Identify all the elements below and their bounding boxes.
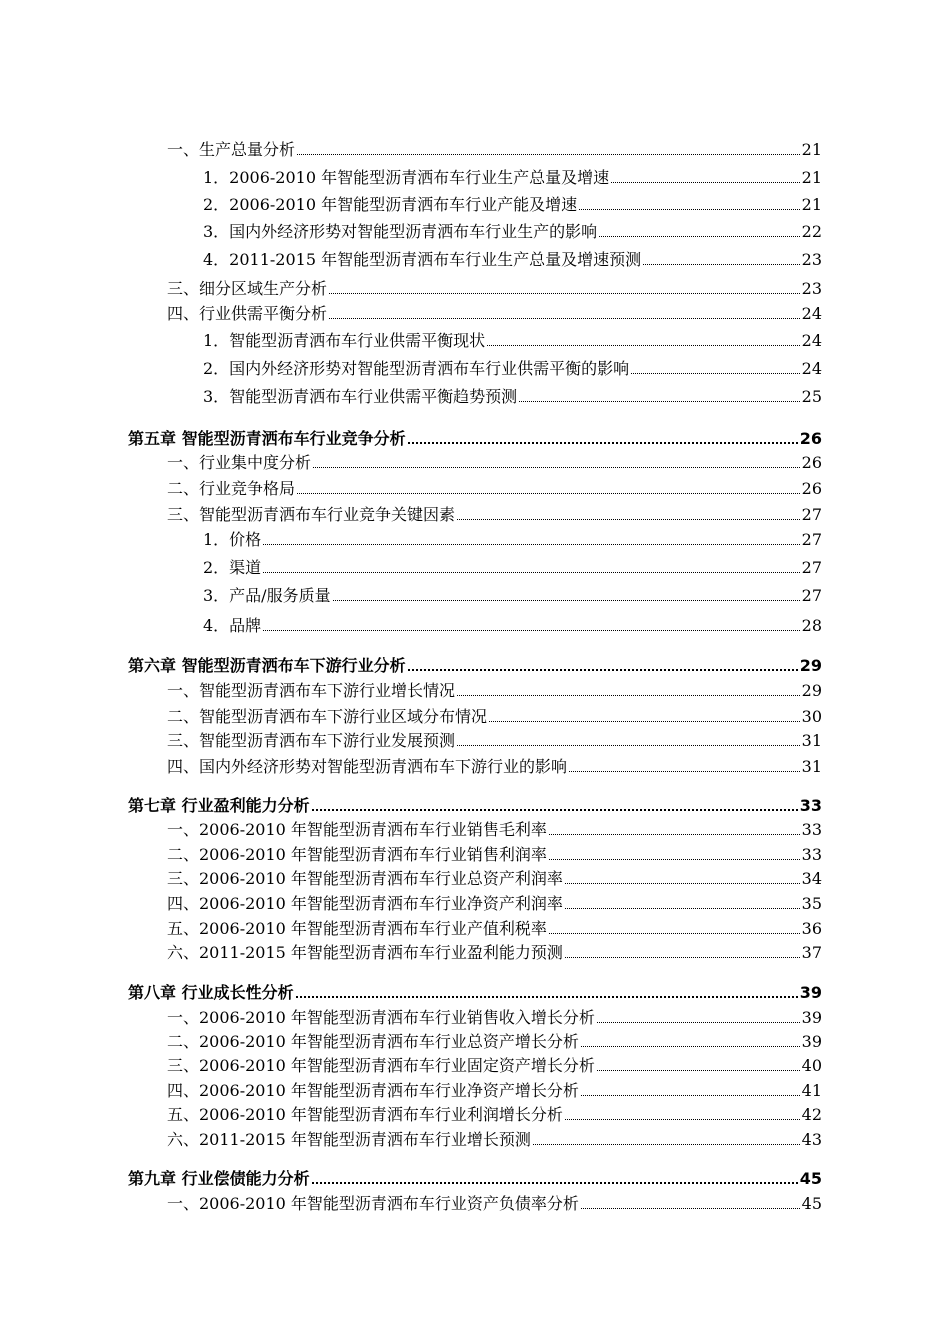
dot-leader xyxy=(312,1181,798,1184)
dot-leader xyxy=(263,571,799,573)
toc-entry-page-number: 27 xyxy=(801,530,822,549)
toc-entry-title: 六、2011-2015 年智能型沥青洒布车行业增长预测 xyxy=(167,1130,531,1149)
dot-leader xyxy=(579,208,800,210)
toc-chapter-entry[interactable] xyxy=(128,1167,822,1189)
toc-entry-page-number: 23 xyxy=(801,279,822,298)
toc-entry[interactable] xyxy=(167,705,822,727)
toc-entry[interactable] xyxy=(167,729,822,751)
toc-entry-page-number: 31 xyxy=(801,731,822,750)
toc-entry-page-number: 42 xyxy=(801,1105,822,1124)
dot-leader xyxy=(457,744,800,746)
toc-entry-title: 2．2006-2010 年智能型沥青洒布车行业产能及增速 xyxy=(203,195,578,214)
toc-entry[interactable] xyxy=(167,892,822,914)
toc-entry-title: 4．品牌 xyxy=(203,616,262,635)
toc-entry[interactable] xyxy=(167,1103,822,1125)
toc-entry[interactable] xyxy=(167,1079,822,1101)
dot-leader xyxy=(643,263,800,265)
toc-entry-title: 二、2006-2010 年智能型沥青洒布车行业销售利润率 xyxy=(167,845,547,864)
toc-entry-title: 四、行业供需平衡分析 xyxy=(167,304,328,323)
dot-leader xyxy=(549,858,800,860)
toc-entry-title: 三、2006-2010 年智能型沥青洒布车行业固定资产增长分析 xyxy=(167,1056,595,1075)
dot-leader xyxy=(312,808,798,811)
toc-entry-title: 一、2006-2010 年智能型沥青洒布车行业销售收入增长分析 xyxy=(167,1008,595,1027)
toc-entry-page-number: 30 xyxy=(801,707,822,726)
toc-entry[interactable] xyxy=(167,917,822,939)
toc-entry[interactable] xyxy=(203,248,822,270)
toc-entry[interactable] xyxy=(167,941,822,963)
toc-entry-page-number: 26 xyxy=(801,479,822,498)
toc-entry-page-number: 41 xyxy=(801,1081,822,1100)
toc-entry-title: 三、2006-2010 年智能型沥青洒布车行业总资产利润率 xyxy=(167,869,563,888)
toc-entry-page-number: 21 xyxy=(801,195,822,214)
toc-entry[interactable] xyxy=(167,1030,822,1052)
toc-entry-title: 四、2006-2010 年智能型沥青洒布车行业净资产增长分析 xyxy=(167,1081,579,1100)
dot-leader xyxy=(597,1069,800,1071)
toc-entry-page-number: 27 xyxy=(801,505,822,524)
dot-leader xyxy=(329,292,800,294)
dot-leader xyxy=(565,956,800,958)
toc-entry-title: 二、2006-2010 年智能型沥青洒布车行业总资产增长分析 xyxy=(167,1032,579,1051)
dot-leader xyxy=(313,466,800,468)
toc-entry-title: 三、细分区域生产分析 xyxy=(167,279,328,298)
toc-entry[interactable] xyxy=(203,329,822,351)
toc-entry-title: 四、2006-2010 年智能型沥青洒布车行业净资产利润率 xyxy=(167,894,563,913)
toc-entry[interactable] xyxy=(167,755,822,777)
toc-entry-title: 1．2006-2010 年智能型沥青洒布车行业生产总量及增速 xyxy=(203,168,610,187)
dot-leader xyxy=(597,1021,800,1023)
toc-entry[interactable] xyxy=(203,614,822,636)
dot-leader xyxy=(581,1094,800,1096)
toc-chapter-entry[interactable] xyxy=(128,981,822,1003)
toc-entry[interactable] xyxy=(167,1054,822,1076)
toc-entry[interactable] xyxy=(167,138,822,160)
dot-leader xyxy=(489,720,800,722)
toc-entry-page-number: 37 xyxy=(801,943,822,962)
dot-leader xyxy=(565,907,800,909)
dot-leader xyxy=(581,1045,800,1047)
toc-entry-page-number: 40 xyxy=(801,1056,822,1075)
toc-entry-page-number: 26 xyxy=(801,453,822,472)
toc-entry-title: 三、智能型沥青洒布车下游行业发展预测 xyxy=(167,731,456,750)
toc-entry-title: 第五章 智能型沥青洒布车行业竞争分析 xyxy=(128,429,406,448)
toc-entry-title: 第六章 智能型沥青洒布车下游行业分析 xyxy=(128,656,406,675)
dot-leader xyxy=(333,599,800,601)
dot-leader xyxy=(599,235,799,237)
toc-entry-title: 第八章 行业成长性分析 xyxy=(128,983,294,1002)
toc-chapter-entry[interactable] xyxy=(128,427,822,449)
toc-entry-page-number: 29 xyxy=(801,681,822,700)
toc-entry-page-number: 39 xyxy=(801,1032,822,1051)
dot-leader xyxy=(565,882,800,884)
toc-entry[interactable] xyxy=(203,556,822,578)
toc-entry-page-number: 27 xyxy=(801,586,822,605)
toc-entry-page-number: 21 xyxy=(801,168,822,187)
toc-entry-page-number: 24 xyxy=(801,331,822,350)
dot-leader xyxy=(631,372,799,374)
toc-entry-page-number: 21 xyxy=(801,140,822,159)
toc-entry-title: 一、2006-2010 年智能型沥青洒布车行业销售毛利率 xyxy=(167,820,547,839)
dot-leader xyxy=(408,668,798,671)
toc-entry[interactable] xyxy=(203,357,822,379)
toc-entry-page-number: 23 xyxy=(801,250,822,269)
toc-entry[interactable] xyxy=(203,220,822,242)
toc-entry[interactable] xyxy=(167,451,822,473)
dot-leader xyxy=(549,833,800,835)
toc-entry-title: 2．渠道 xyxy=(203,558,262,577)
toc-entry-title: 一、智能型沥青洒布车下游行业增长情况 xyxy=(167,681,456,700)
toc-entry[interactable] xyxy=(167,1006,822,1028)
toc-entry-title: 二、行业竞争格局 xyxy=(167,479,296,498)
toc-chapter-entry[interactable] xyxy=(128,794,822,816)
toc-entry[interactable] xyxy=(167,503,822,525)
toc-entry-page-number: 26 xyxy=(799,429,822,448)
toc-entry-title: 3．产品/服务质量 xyxy=(203,586,331,605)
dot-leader xyxy=(296,995,798,998)
toc-entry-page-number: 27 xyxy=(801,558,822,577)
dot-leader xyxy=(329,317,800,319)
toc-entry-page-number: 33 xyxy=(801,845,822,864)
toc-entry[interactable] xyxy=(167,302,822,324)
dot-leader xyxy=(263,629,799,631)
toc-entry-title: 第七章 行业盈利能力分析 xyxy=(128,796,310,815)
toc-entry-title: 四、国内外经济形势对智能型沥青洒布车下游行业的影响 xyxy=(167,757,568,776)
toc-entry-page-number: 43 xyxy=(801,1130,822,1149)
toc-entry-title: 一、2006-2010 年智能型沥青洒布车行业资产负债率分析 xyxy=(167,1194,579,1213)
toc-entry-page-number: 28 xyxy=(801,616,822,635)
dot-leader xyxy=(408,441,798,444)
dot-leader xyxy=(263,543,799,545)
dot-leader xyxy=(297,492,800,494)
toc-entry-page-number: 39 xyxy=(799,983,822,1002)
toc-entry-page-number: 35 xyxy=(801,894,822,913)
toc-entry[interactable] xyxy=(167,867,822,889)
toc-entry[interactable] xyxy=(203,166,822,188)
dot-leader xyxy=(611,181,800,183)
toc-entry-title: 二、智能型沥青洒布车下游行业区域分布情况 xyxy=(167,707,488,726)
toc-entry[interactable] xyxy=(203,528,822,550)
dot-leader xyxy=(565,1118,800,1120)
toc-entry[interactable] xyxy=(203,385,822,407)
toc-entry[interactable] xyxy=(167,277,822,299)
toc-entry-title: 1．价格 xyxy=(203,530,262,549)
toc-entry-title: 三、智能型沥青洒布车行业竞争关键因素 xyxy=(167,505,456,524)
toc-entry-page-number: 25 xyxy=(801,387,822,406)
dot-leader xyxy=(457,694,800,696)
dot-leader xyxy=(581,1207,800,1209)
toc-entry-page-number: 45 xyxy=(799,1169,822,1188)
dot-leader xyxy=(297,153,800,155)
toc-entry[interactable] xyxy=(167,1128,822,1150)
toc-entry-page-number: 29 xyxy=(799,656,822,675)
toc-entry[interactable] xyxy=(167,843,822,865)
dot-leader xyxy=(569,770,800,772)
dot-leader xyxy=(533,1143,800,1145)
dot-leader xyxy=(519,400,799,402)
toc-entry[interactable] xyxy=(167,477,822,499)
toc-entry-title: 一、行业集中度分析 xyxy=(167,453,312,472)
toc-entry-page-number: 24 xyxy=(801,304,822,323)
dot-leader xyxy=(457,518,800,520)
toc-entry-page-number: 34 xyxy=(801,869,822,888)
toc-entry-page-number: 36 xyxy=(801,919,822,938)
toc-entry-page-number: 31 xyxy=(801,757,822,776)
toc-entry[interactable] xyxy=(167,679,822,701)
toc-entry-title: 一、生产总量分析 xyxy=(167,140,296,159)
toc-entry[interactable] xyxy=(203,193,822,215)
toc-entry-title: 五、2006-2010 年智能型沥青洒布车行业产值利税率 xyxy=(167,919,547,938)
toc-entry-page-number: 45 xyxy=(801,1194,822,1213)
toc-entry-page-number: 22 xyxy=(801,222,822,241)
toc-entry-title: 3．国内外经济形势对智能型沥青洒布车行业生产的影响 xyxy=(203,222,598,241)
toc-entry-title: 六、2011-2015 年智能型沥青洒布车行业盈利能力预测 xyxy=(167,943,563,962)
toc-entry-page-number: 39 xyxy=(801,1008,822,1027)
toc-entry-page-number: 33 xyxy=(801,820,822,839)
toc-entry[interactable] xyxy=(167,1192,822,1214)
toc-chapter-entry[interactable] xyxy=(128,654,822,676)
toc-entry-title: 2．国内外经济形势对智能型沥青洒布车行业供需平衡的影响 xyxy=(203,359,630,378)
toc-entry-page-number: 24 xyxy=(801,359,822,378)
toc-entry-page-number: 33 xyxy=(799,796,822,815)
toc-entry-title: 4．2011-2015 年智能型沥青洒布车行业生产总量及增速预测 xyxy=(203,250,642,269)
toc-entry[interactable] xyxy=(167,818,822,840)
toc-entry-title: 五、2006-2010 年智能型沥青洒布车行业利润增长分析 xyxy=(167,1105,563,1124)
toc-entry-title: 第九章 行业偿债能力分析 xyxy=(128,1169,310,1188)
toc-entry-title: 3．智能型沥青洒布车行业供需平衡趋势预测 xyxy=(203,387,518,406)
toc-entry[interactable] xyxy=(203,584,822,606)
dot-leader xyxy=(549,932,800,934)
dot-leader xyxy=(487,344,799,346)
toc-entry-title: 1．智能型沥青洒布车行业供需平衡现状 xyxy=(203,331,486,350)
